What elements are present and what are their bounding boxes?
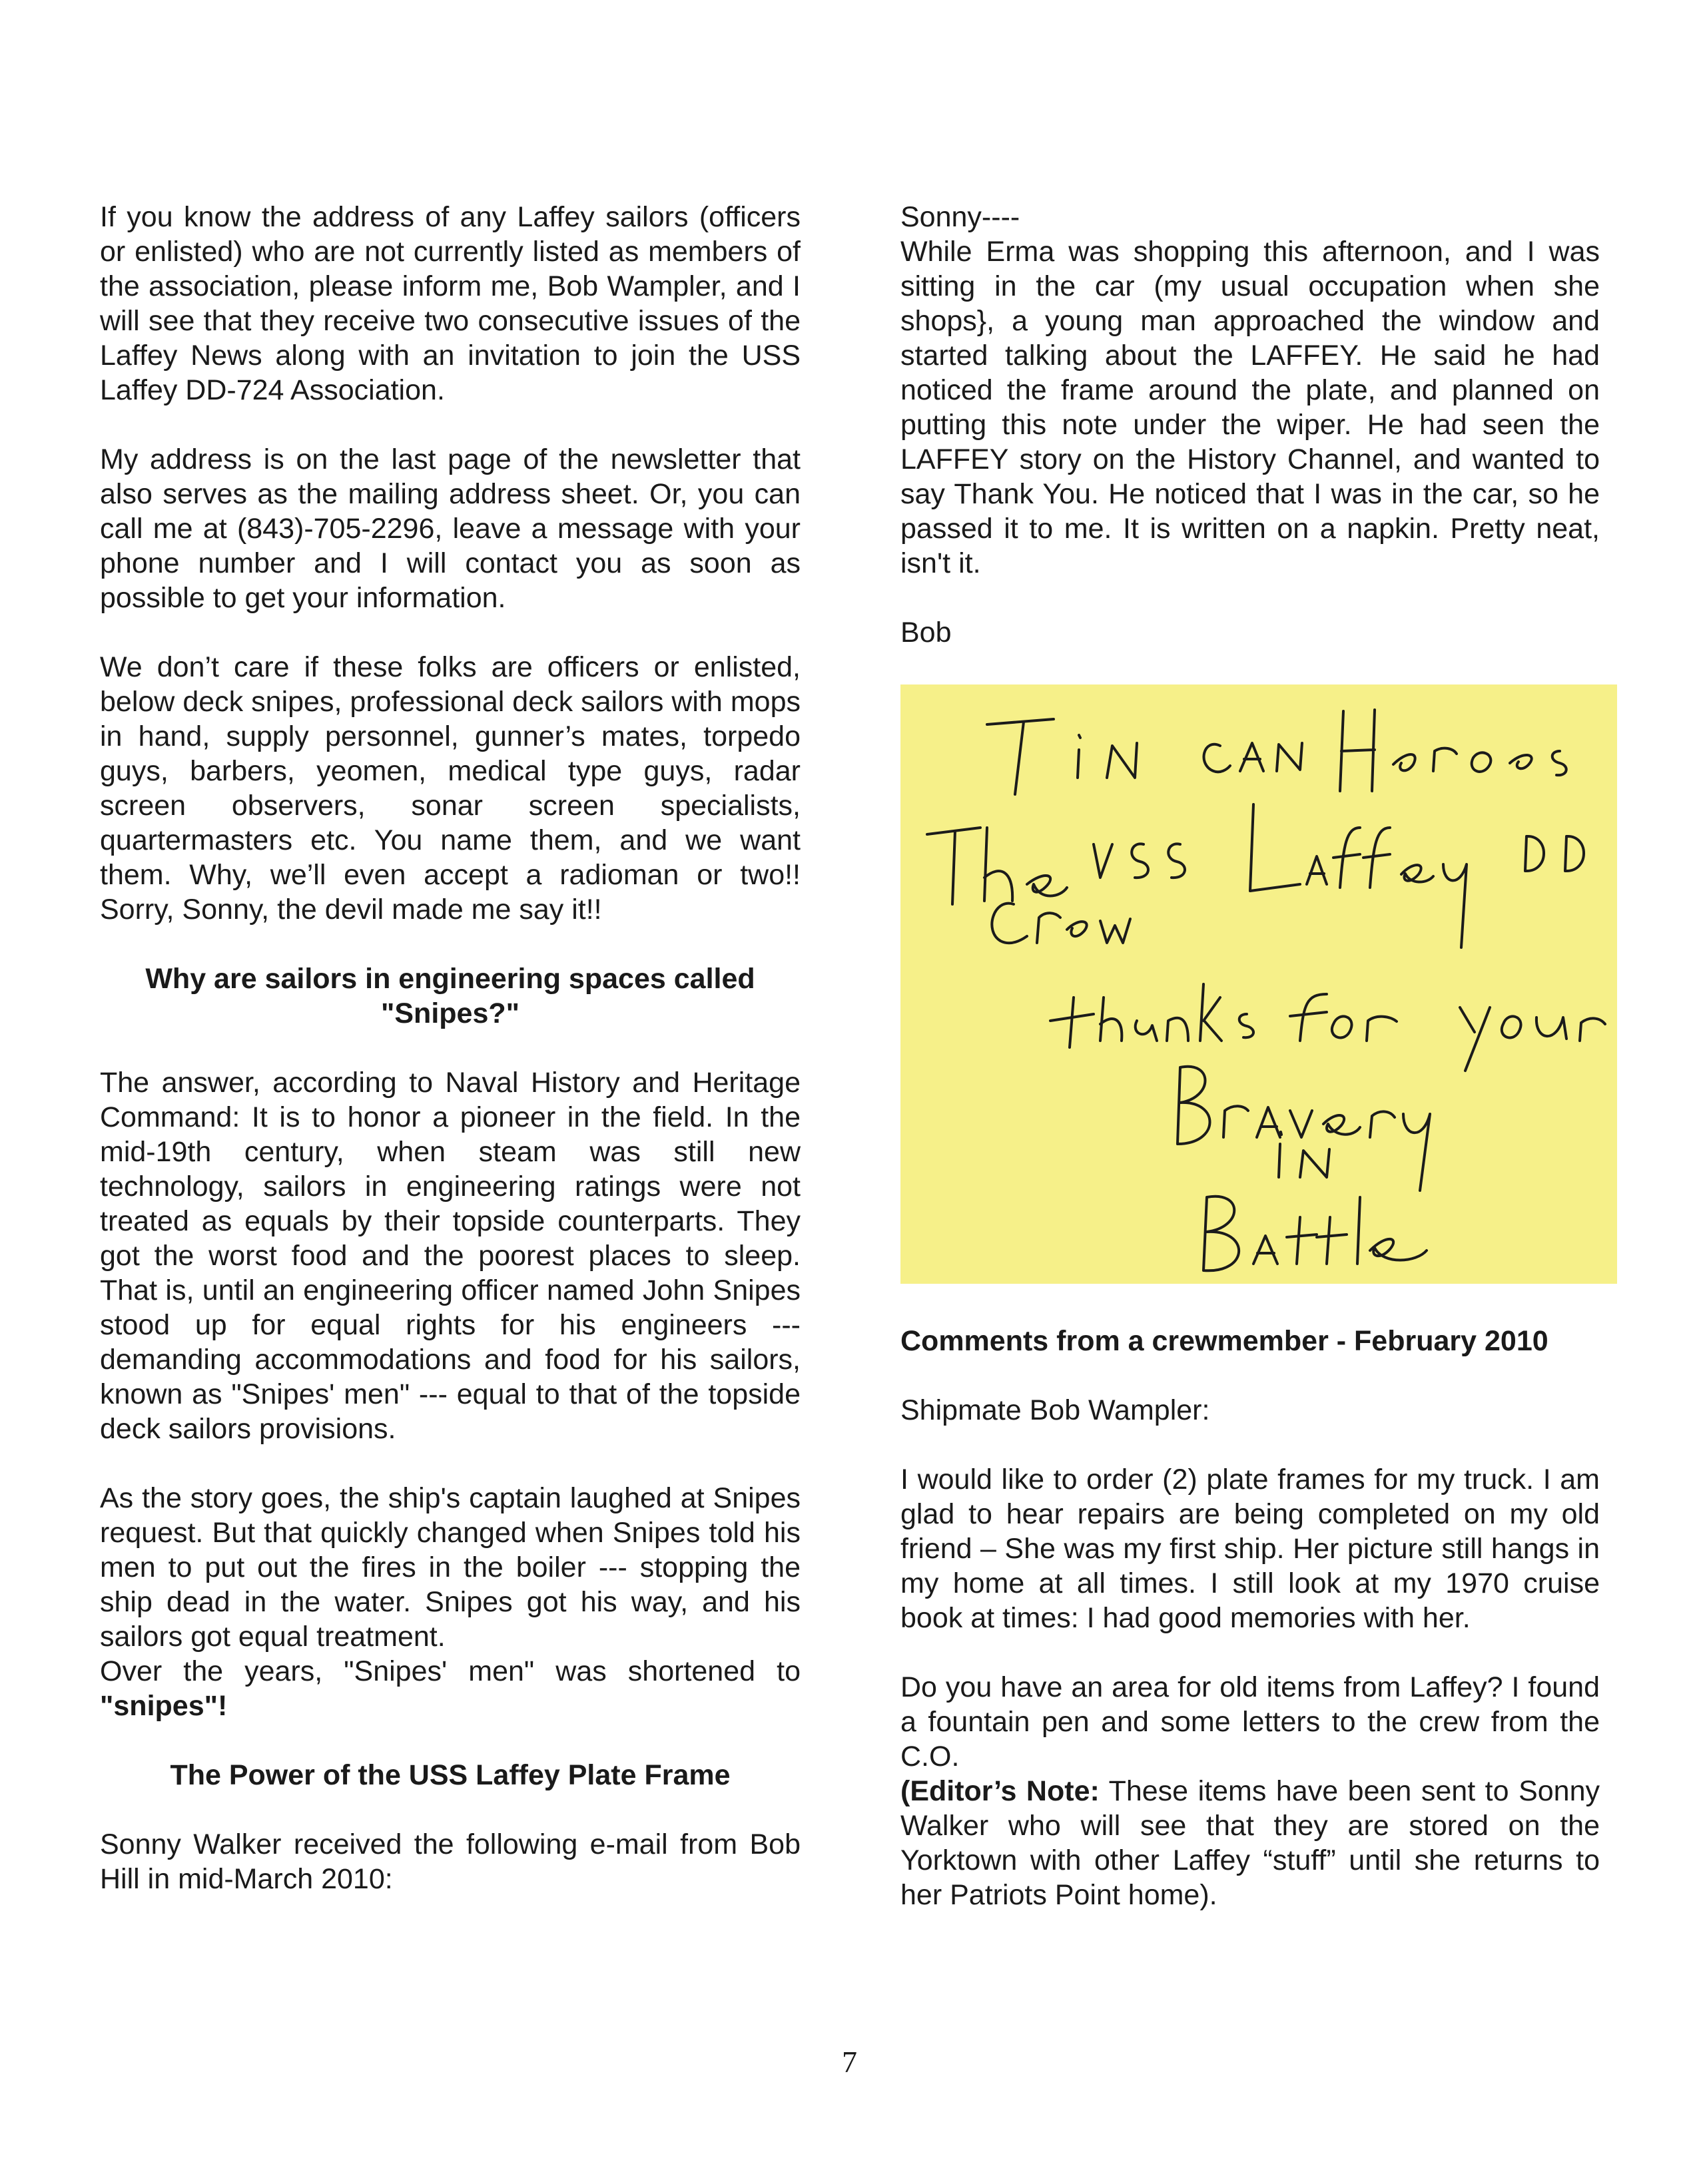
paragraph-captain-story: As the story goes, the ship's captain laughed at Snipes request. But that quickly changed when Snipes told his men to put out the fires in the boiler --- stopping the ship dead in the water. Snipes got his way, and his sailors got equal treatment. <box>100 1482 801 1653</box>
page-number: 7 <box>842 2045 857 2079</box>
paragraph-snipes-history: The answer, according to Naval History and Heritage Command: It is to honor a pioneer in the field. In the mid-19th century, when steam was still new technology, sailors in engineering ratings were not treated as equals by their topside counterparts. They got the worst food and the poorest places to sleep. That is, until an engineering officer named John Snipes stood up for equal rights for his engineers ---demanding accommodations and food for his sailors, known as "Snipes' men" --- equal to that of the topside deck sailors provisions. <box>100 1067 801 1445</box>
editor-note-label: (Editor’s Note: <box>900 1775 1100 1807</box>
napkin-handwriting <box>900 684 1617 1284</box>
heading-plate-frame: The Power of the USS Laffey Plate Frame <box>170 1759 731 1791</box>
right-column <box>900 200 1600 1947</box>
paragraph-all-sailors-welcome: We don’t care if these folks are officers or enlisted, below deck snipes, professional deck sailors with mops in hand, supply personnel, gunner’s mates, torpedo guys, barbers, yeomen, medical type guys, radar screen observers, sonar screen specialists, quartermasters etc. You name them, and we want them. Why, we’ll even accept a radioman or two!! Sorry, Sonny, the devil made me say it!! <box>100 651 801 926</box>
heading-snipes-question <box>100 961 801 1031</box>
snipes-bold-word: "snipes"! <box>100 1690 228 1722</box>
paragraph-old-items: Do you have an area for old items from Laffey? I found a fountain pen and some letters to the crew from the C.O. <box>900 1671 1600 1773</box>
heading-crewmember-comments: Comments from a crewmember - February 2010 <box>900 1325 1548 1357</box>
heading-snipes-line-2: "Snipes?" <box>380 997 520 1029</box>
paragraph-contact-info: My address is on the last page of the newsletter that also serves as the mailing address sheet. Or, you can call me at (843)-705-2296, leave a message with your phone number and I will contact you as soon as possible to get your information. <box>100 443 801 614</box>
letter-greeting: Shipmate Bob Wampler: <box>900 1394 1210 1426</box>
email-salutation: Sonny---- <box>900 201 1020 233</box>
editor-note-text: These items have been sent to Sonny Walker who will see that they are stored on the Yorktown with other Laffey “stuff” until she returns to her Patriots Point home). <box>900 1775 1600 1911</box>
left-column <box>100 200 801 1931</box>
paragraph-plate-frame-order: I would like to order (2) plate frames for my truck. I am glad to hear repairs are being completed on my old friend – She was my first ship. Her picture still hangs in my home at all times. I still look at my 1970 cruise book at times: I had good memories with her. <box>900 1464 1600 1634</box>
heading-snipes-line-1: Why are sailors in engineering spaces called <box>145 963 755 995</box>
email-signature: Bob <box>900 617 952 649</box>
paragraph-snipes-shortened <box>100 1654 801 1723</box>
paragraph-email-intro: Sonny Walker received the following e-mail from Bob Hill in mid-March 2010: <box>100 1828 801 1895</box>
paragraph-unlisted-sailors: If you know the address of any Laffey sailors (officers or enlisted) who are not currently listed as members of the association, please inform me, Bob Wampler, and I will see that they receive two consecutive issues of the Laffey News along with an invitation to join the USS Laffey DD-724 Association. <box>100 201 801 406</box>
snipes-shortened-text: Over the years, "Snipes' men" was shortened to <box>100 1655 801 1687</box>
napkin-photo <box>900 684 1617 1284</box>
paragraph-email-body: While Erma was shopping this afternoon, and I was sitting in the car (my usual occupation when she shops}, a young man approached the window and started talking about the LAFFEY. He said he had noticed the frame around the plate, and planned on putting this note under the wiper. He had seen the LAFFEY story on the History Channel, and wanted to say Thank You. He noticed that I was in the car, so he passed it to me. It is written on a napkin. Pretty neat, isn't it. <box>900 236 1600 579</box>
paragraph-editor-note <box>900 1774 1600 1912</box>
